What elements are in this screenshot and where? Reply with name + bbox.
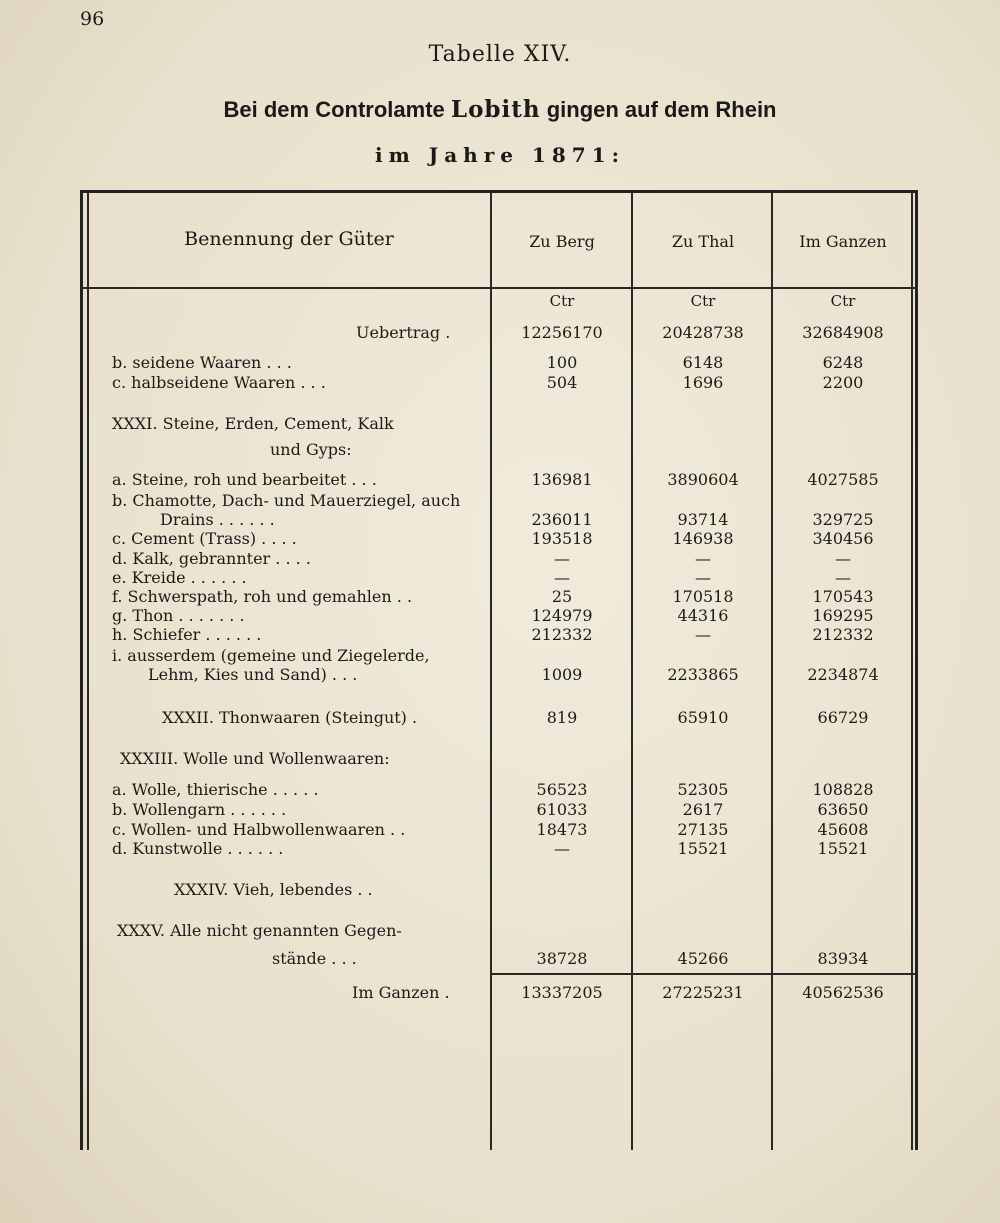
cell-thal: 2617 <box>682 800 724 819</box>
cell-berg: 212332 <box>531 625 593 644</box>
cell-thal: 6148 <box>682 353 724 372</box>
unit-symbol: Ctr <box>549 292 575 310</box>
table-title: Tabelle XIV. <box>428 42 572 67</box>
cell-thal: 44316 <box>677 606 729 625</box>
cell-thal: 170518 <box>672 587 734 606</box>
cell-berg: 61033 <box>536 800 588 819</box>
cell-berg: 236011 <box>531 510 593 529</box>
row-label: Uebertrag . <box>356 323 451 342</box>
page-number: 96 <box>80 8 105 30</box>
row-label: e. Kreide . . . . . . <box>112 568 247 587</box>
row-label: b. seidene Waaren . . . <box>112 353 292 372</box>
cell-berg: 13337205 <box>521 983 603 1002</box>
row-label: Drains . . . . . . <box>160 510 275 529</box>
row-label: c. halbseidene Waaren . . . <box>112 373 326 392</box>
header-im-ganzen: Im Ganzen <box>799 232 887 251</box>
row-label: XXXIII. Wolle und Wollenwaaren: <box>120 749 390 768</box>
cell-thal: 52305 <box>677 780 729 799</box>
cell-ganzen: 45608 <box>817 820 869 839</box>
cell-berg: — <box>554 568 570 587</box>
cell-ganzen: 66729 <box>817 708 869 727</box>
cell-ganzen: 340456 <box>812 529 874 548</box>
row-label: Im Ganzen . <box>352 983 450 1002</box>
cell-thal: — <box>695 549 711 568</box>
subtitle-suffix: gingen auf dem Rhein <box>546 97 777 122</box>
cell-ganzen: — <box>835 568 851 587</box>
row-label: und Gyps: <box>270 440 352 459</box>
row-label: g. Thon . . . . . . . <box>112 606 245 625</box>
cell-berg: 136981 <box>531 470 593 489</box>
cell-ganzen: 329725 <box>812 510 874 529</box>
row-label: c. Cement (Trass) . . . . <box>112 529 297 548</box>
cell-berg: 819 <box>546 708 578 727</box>
cell-thal: 93714 <box>677 510 729 529</box>
cell-berg: 124979 <box>531 606 593 625</box>
row-label: b. Chamotte, Dach- und Mauerziegel, auch <box>112 491 461 510</box>
cell-ganzen: 6248 <box>822 353 864 372</box>
cell-berg: — <box>554 839 570 858</box>
cell-berg: 193518 <box>531 529 593 548</box>
cell-thal: 15521 <box>677 839 729 858</box>
cell-thal: 1696 <box>682 373 724 392</box>
cell-ganzen: 2200 <box>822 373 864 392</box>
cell-berg: 1009 <box>541 665 583 684</box>
cell-thal: 146938 <box>672 529 734 548</box>
year-line: im Jahre 1871: <box>375 143 625 167</box>
header-zu-berg: Zu Berg <box>529 232 595 251</box>
unit-symbol: Ctr <box>690 292 716 310</box>
row-label: b. Wollengarn . . . . . . <box>112 800 287 819</box>
cell-berg: 18473 <box>536 820 588 839</box>
cell-berg: 504 <box>546 373 578 392</box>
cell-berg: 38728 <box>536 949 588 968</box>
cell-berg: 100 <box>546 353 578 372</box>
row-label: d. Kunstwolle . . . . . . <box>112 839 284 858</box>
row-label: i. ausserdem (gemeine und Ziegelerde, <box>112 646 430 665</box>
cell-thal: 20428738 <box>662 323 744 342</box>
row-label: a. Steine, roh und bearbeitet . . . <box>112 470 377 489</box>
cell-thal: 2233865 <box>667 665 739 684</box>
cell-ganzen: 108828 <box>812 780 874 799</box>
row-label: f. Schwerspath, roh und gemahlen . . <box>112 587 413 606</box>
column-divider <box>87 192 89 1150</box>
row-label: XXXII. Thonwaaren (Steingut) . <box>162 708 418 727</box>
cell-ganzen: 40562536 <box>802 983 884 1002</box>
header-rule <box>80 287 918 289</box>
cell-thal: 45266 <box>677 949 729 968</box>
cell-ganzen: 63650 <box>817 800 869 819</box>
cell-thal: 27225231 <box>662 983 744 1002</box>
cell-ganzen: 2234874 <box>807 665 879 684</box>
cell-ganzen: — <box>835 549 851 568</box>
cell-ganzen: 4027585 <box>807 470 879 489</box>
row-label: stände . . . <box>272 949 357 968</box>
row-label: XXXI. Steine, Erden, Cement, Kalk <box>112 414 394 433</box>
cell-thal: — <box>695 568 711 587</box>
cell-berg: — <box>554 549 570 568</box>
cell-ganzen: 212332 <box>812 625 874 644</box>
row-label: a. Wolle, thierische . . . . . <box>112 780 319 799</box>
row-label: d. Kalk, gebrannter . . . . <box>112 549 311 568</box>
table-subtitle <box>0 96 1000 123</box>
row-label: h. Schiefer . . . . . . <box>112 625 262 644</box>
cell-thal: 65910 <box>677 708 729 727</box>
cell-ganzen: 15521 <box>817 839 869 858</box>
cell-ganzen: 169295 <box>812 606 874 625</box>
header-zu-thal: Zu Thal <box>671 232 735 251</box>
cell-berg: 56523 <box>536 780 588 799</box>
header-goods: Benennung der Güter <box>184 228 394 250</box>
cell-thal: 27135 <box>677 820 729 839</box>
row-label: XXXIV. Vieh, lebendes . . <box>174 880 373 899</box>
row-label: c. Wollen- und Halbwollenwaaren . . <box>112 820 406 839</box>
row-label: XXXV. Alle nicht genannten Gegen- <box>117 921 402 940</box>
cell-ganzen: 170543 <box>812 587 874 606</box>
cell-berg: 12256170 <box>521 323 603 342</box>
total-rule <box>492 973 915 975</box>
cell-ganzen: 83934 <box>817 949 869 968</box>
subtitle-prefix: Bei dem Controlamte <box>223 97 445 122</box>
cell-berg: 25 <box>551 587 573 606</box>
cell-thal: 3890604 <box>667 470 739 489</box>
cell-ganzen: 32684908 <box>802 323 884 342</box>
row-label: Lehm, Kies und Sand) . . . <box>148 665 358 684</box>
cell-thal: — <box>695 625 711 644</box>
subtitle-place: Lobith <box>450 96 541 123</box>
unit-symbol: Ctr <box>830 292 856 310</box>
